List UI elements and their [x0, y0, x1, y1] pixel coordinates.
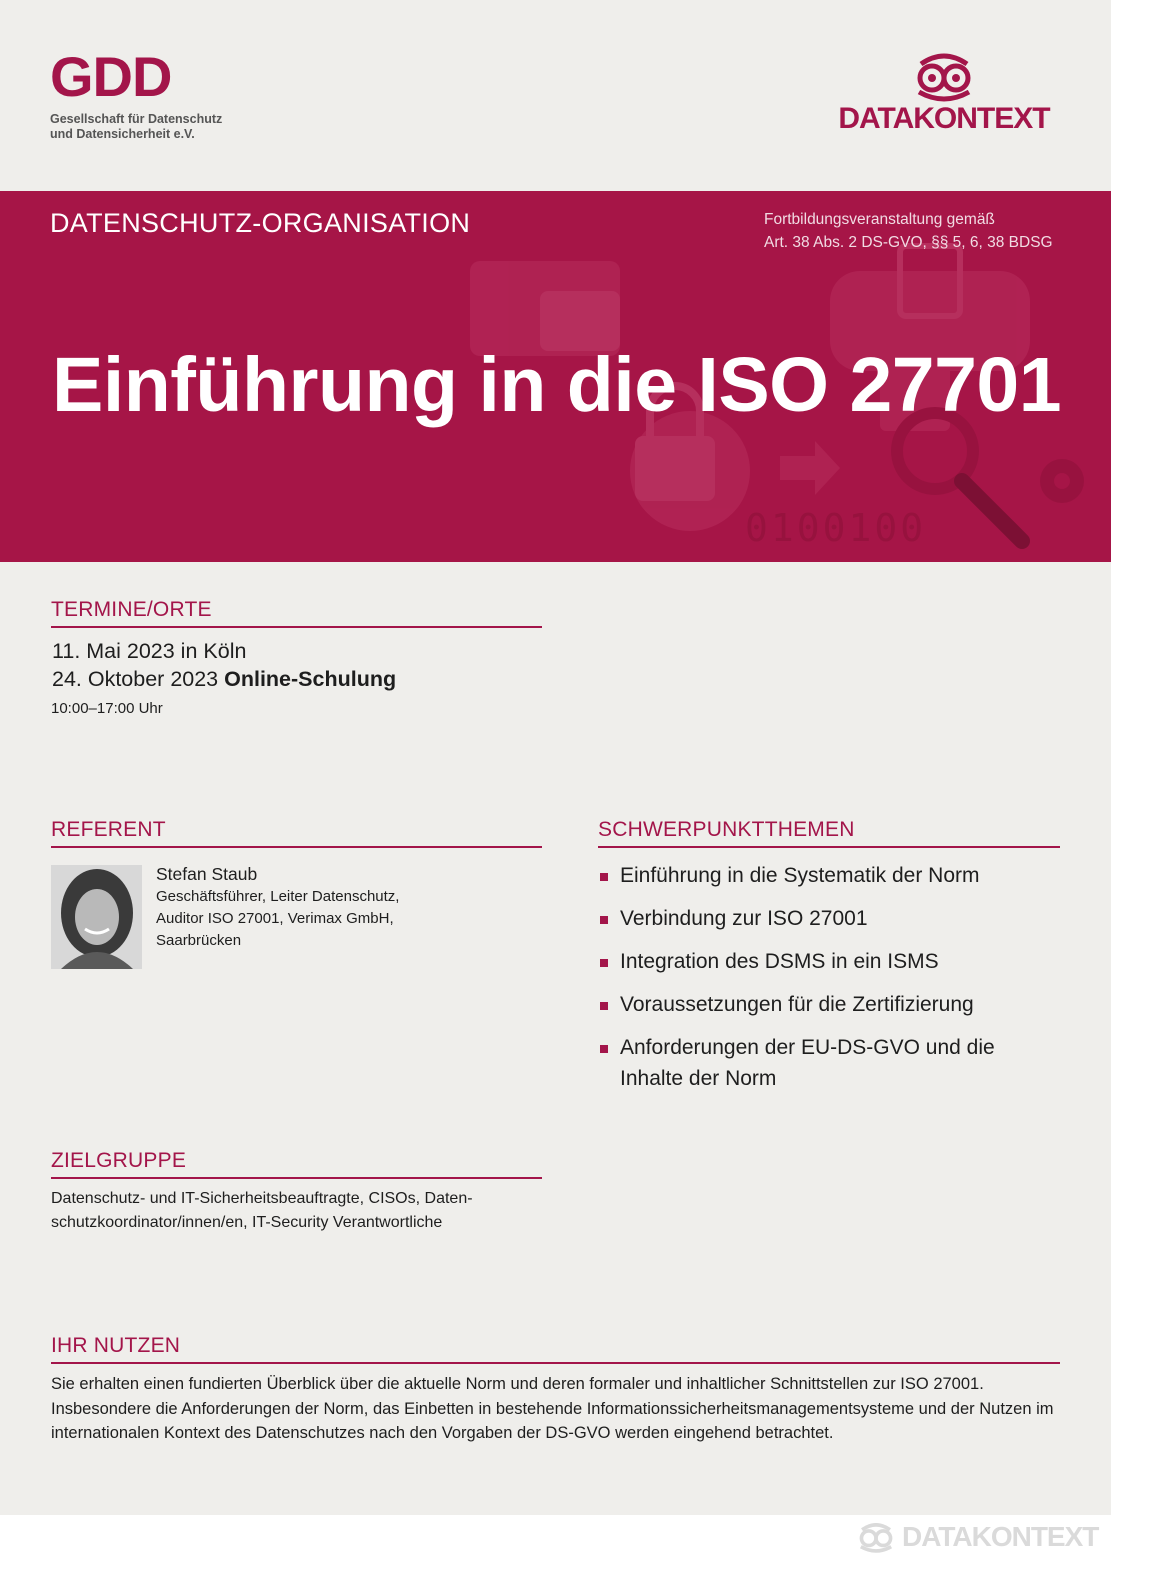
- event-date-1: 11. Mai 2023 in Köln: [52, 639, 247, 663]
- speaker-description: [156, 886, 456, 952]
- page-margin-right: [1111, 0, 1163, 1570]
- speaker-photo: [51, 865, 142, 969]
- event-date-2: [52, 665, 396, 693]
- certification-note-line-1: Fortbildungsveranstaltung gemäß: [764, 211, 995, 228]
- list-item: Anforderungen der EU-DS-GVO und die Inhalte der Norm: [598, 1032, 1053, 1094]
- list-item: Verbindung zur ISO 27001: [598, 903, 1068, 934]
- target-audience-text: Datenschutz- und IT-Sicherheitsbeauftragte, CISOs, Daten- schutzkoordinator/innen/en, IT-Security Verantwortliche: [51, 1190, 473, 1231]
- section-heading-referent: REFERENT: [51, 818, 542, 848]
- list-item: Voraussetzungen für die Zertifizierung: [598, 989, 1068, 1020]
- banner-category: DATENSCHUTZ-ORGANISATION: [50, 208, 471, 238]
- banner-binary-decoration: 0100100: [745, 506, 927, 550]
- datakontext-wordmark: DATAKONTEXT: [838, 102, 1050, 135]
- page-title: Einführung in die ISO 27701: [52, 342, 1062, 428]
- topic-list: [598, 860, 1068, 1106]
- title-banner: [0, 191, 1111, 562]
- list-item: Integration des DSMS in ein ISMS: [598, 946, 1068, 977]
- gdd-logo: [50, 45, 223, 142]
- gdd-subtitle-line-1: Gesellschaft für Datenschutz: [50, 112, 223, 126]
- speaker-description-line-2: Auditor ISO 27001, Verimax GmbH,: [156, 910, 394, 927]
- event-time: 10:00–17:00 Uhr: [51, 700, 163, 717]
- speaker-portrait-image: [51, 865, 142, 969]
- gdd-logo-subtitle: [50, 112, 222, 142]
- speaker-description-line-3: Saarbrücken: [156, 932, 242, 949]
- benefit-text: Sie erhalten einen fundierten Überblick über die aktuelle Norm und deren formaler und inhaltlicher Schnittstellen zur ISO 27001. Insbesondere die Anforderungen der Norm, das Einbetten in bestehende Informationssicherheitsmanagementsysteme und der Nutzen im internationalen Kontext des Datenschutzes nach den Vorgaben der DS-GVO werden eingehend betrachtet.: [51, 1375, 1054, 1442]
- section-heading-nutzen: IHR NUTZEN: [51, 1334, 1060, 1364]
- section-heading-zielgruppe: ZIELGRUPPE: [51, 1149, 542, 1179]
- gdd-subtitle-line-2: und Datensicherheit e.V.: [50, 127, 195, 141]
- owl-icon: [911, 50, 977, 102]
- speaker-description-line-1: Geschäftsführer, Leiter Datenschutz,: [156, 888, 400, 905]
- event-dates: [52, 637, 396, 693]
- owl-icon: [856, 1521, 896, 1553]
- footer-datakontext-logo: [856, 1521, 1098, 1553]
- speaker-name: Stefan Staub: [156, 864, 258, 884]
- section-heading-termine: TERMINE/ORTE: [51, 598, 542, 628]
- certification-note-line-2: Art. 38 Abs. 2 DS-GVO, §§ 5, 6, 38 BDSG: [764, 234, 1053, 251]
- event-date-2-format: Online-Schulung: [224, 667, 397, 691]
- gdd-logo-mark: GDD: [50, 45, 172, 108]
- list-item: Einführung in die Systematik der Norm: [598, 860, 1068, 891]
- section-heading-schwerpunktthemen: SCHWERPUNKTTHEMEN: [598, 818, 1060, 848]
- event-date-2-date: 24. Oktober 2023: [52, 667, 225, 691]
- banner-certification-note: [764, 208, 1053, 254]
- datakontext-logo: [826, 50, 1062, 134]
- footer-wordmark: DATAKONTEXT: [902, 1521, 1099, 1552]
